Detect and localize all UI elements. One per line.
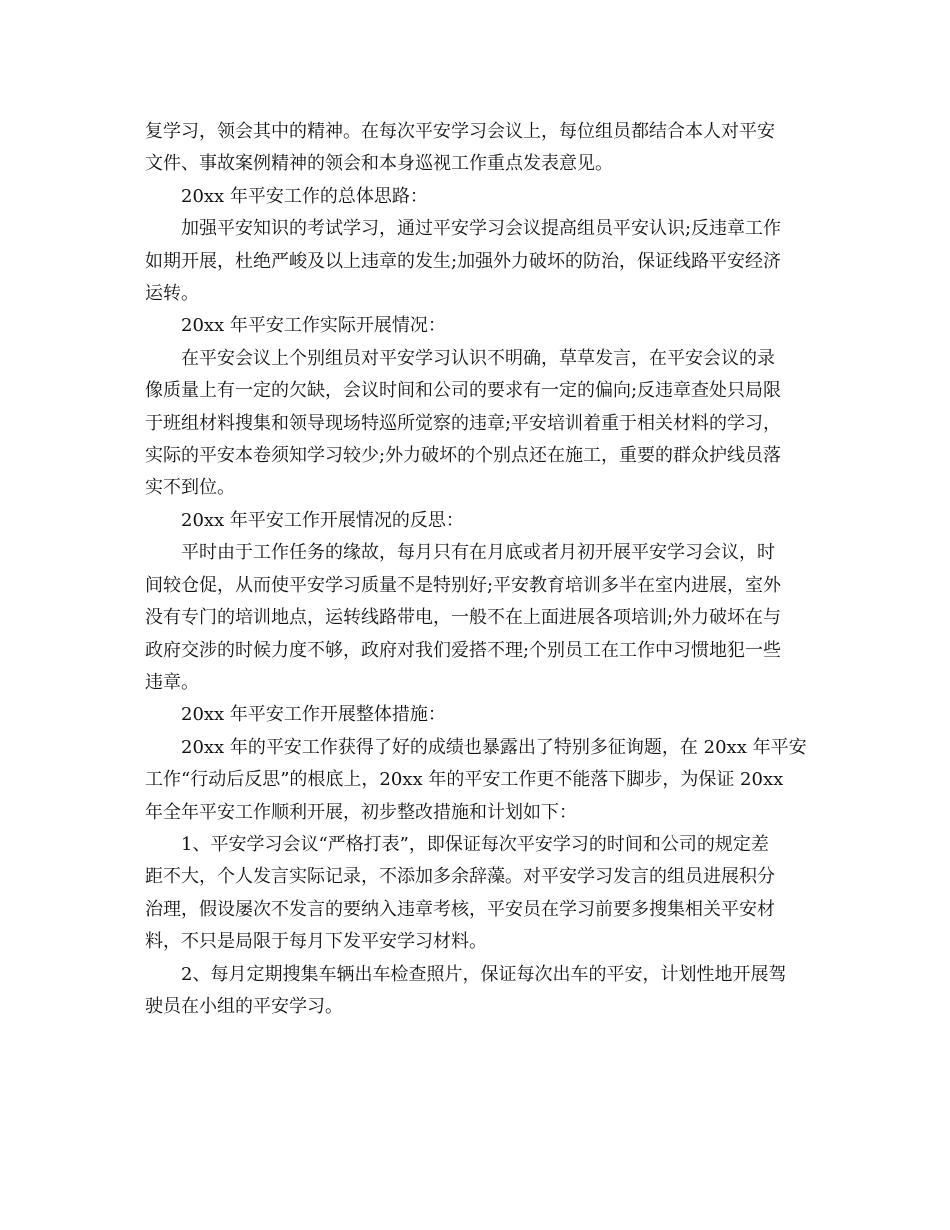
heading-actual-situation: 20xx 年平安工作实际开展情况： [145, 315, 446, 337]
paragraph-reflection: 平时由于工作任务的缘故，每月只有在月底或者月初开展平安学习会议，时 间较仓促，从而使平安学习质量不是特别好;平安教育培训多半在室内进展，室外 没有专门的培训地点，运转线路带电，一般不在上面进展各项培训;外力破坏在与 政府交涉的时候力度不够，政府对我们爱搭不理;个别员工在工作中习惯地犯一些 违章。 [145, 542, 782, 693]
paragraph-measure-1: 1、平安学习会议“严格打表”，即保证每次平安学习的时间和公司的规定差 距不大，个人发言实际记录，不添加多余辞藻。对平安学习发言的组员进展积分 治理，假设屡次不发言的要纳入违章考核，平安员在学习前要多搜集相关平安材 料，不只是局限于每月下发平安学习材料。 [145, 833, 775, 953]
paragraph-actual-situation: 在平安会议上个别组员对平安学习认识不明确，草草发言，在平安会议的录 像质量上有一定的欠缺，会议时间和公司的要求有一定的偏向;反违章查处只局限 于班组材料搜集和领导现场特巡所觉察的违章;平安培训着重于相关材料的学习， 实际的平安本卷须知学习较少;外力破坏的个别点还在施工，重要的群众护线员落 实不到位。 [145, 347, 782, 499]
paragraph-continued-study: 复学习，领会其中的精神。在每次平安学习会议上，每位组员都结合本人对平安 文件、事故案例精神的领会和本身巡视工作重点发表意见。 [145, 121, 775, 175]
paragraph-measure-2: 2、每月定期搜集车辆出车检查照片，保证每次出车的平安，计划性地开展驾 驶员在小组的平安学习。 [145, 963, 787, 1017]
heading-reflection: 20xx 年平安工作开展情况的反思： [145, 509, 464, 531]
heading-overall-measures: 20xx 年平安工作开展整体措施： [145, 704, 446, 726]
paragraph-overall-measures: 20xx 年的平安工作获得了好的成绩也暴露出了特别多征询题，在 20xx 年平安 工作“行动后反思”的根底上，20xx 年的平安工作更不能落下脚步，为保证 20xx 年全年平安工作顺利开展，初步整改措施和计划如下： [145, 736, 807, 823]
paragraph-overall-approach: 加强平安知识的考试学习，通过平安学习会议提高组员平安认识;反违章工作 如期开展，杜绝严峻及以上违章的发生;加强外力破坏的防治，保证线路平安经济 运转。 [145, 218, 782, 305]
heading-overall-approach: 20xx 年平安工作的总体思路： [145, 185, 428, 207]
